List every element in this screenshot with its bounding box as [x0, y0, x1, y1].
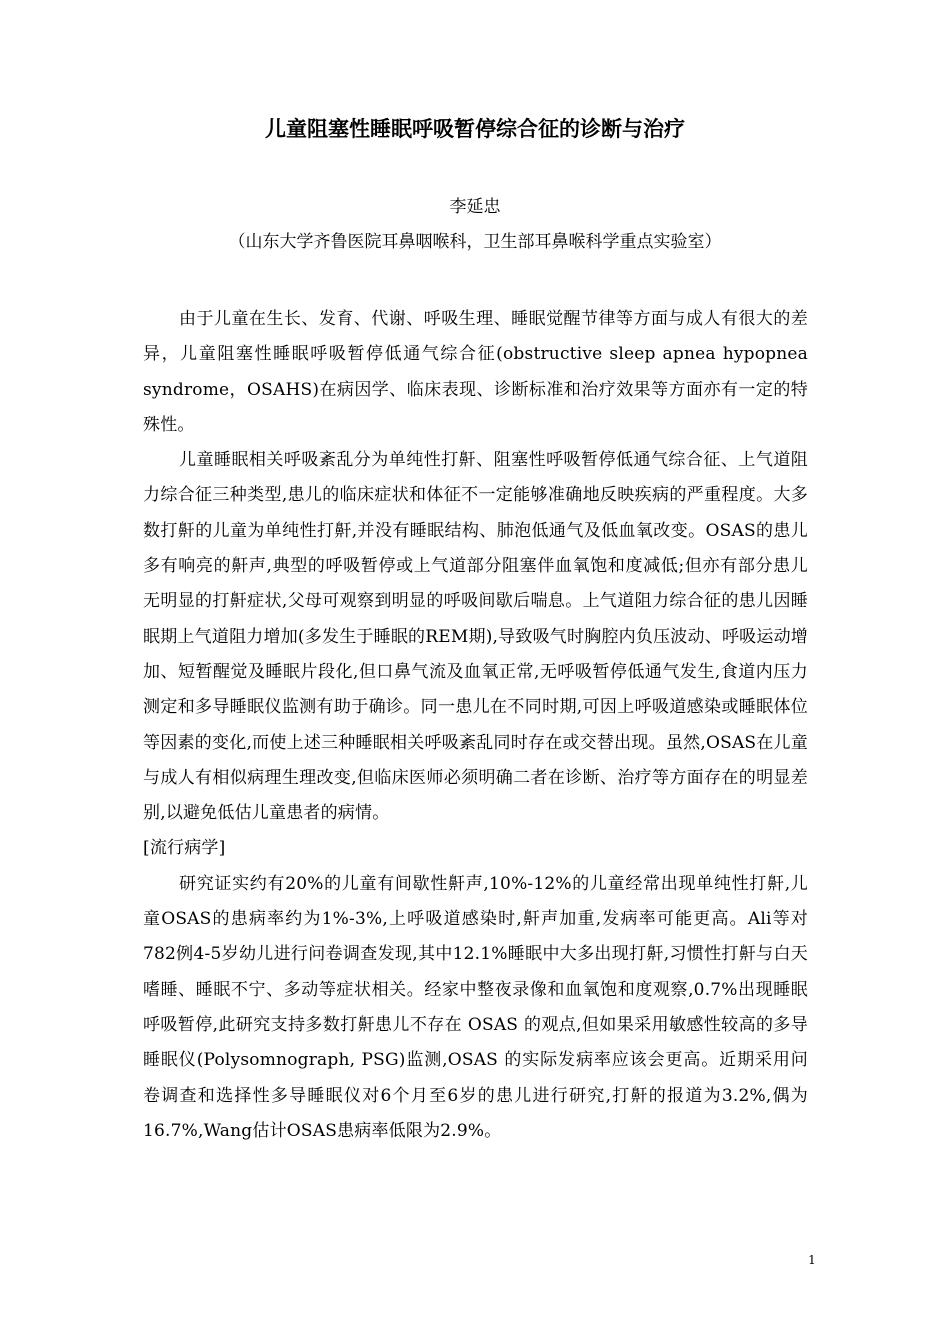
body-paragraph: 研究证实约有20%的儿童有间歇性鼾声,10%-12%的儿童经常出现单纯性打鼾,儿童OSAS的患病率约为1%-3%,上呼吸道感染时,鼾声加重,发病率可能更高。Ali等对782例4-5岁幼儿进行问卷调查发现,其中12.1%睡眠中大多出现打鼾,习惯性打鼾与白天嗜睡、睡眠不宁、多动等症状相关。经家中整夜录像和血氧饱和度观察,0.7%出现睡眠呼吸暂停,此研究支持多数打鼾患儿不存在 OSAS 的观点,但如果采用敏感性较高的多导睡眠仪(Polysomnograph, PSG)监测,OSAS 的实际发病率应该会更高。近期采用问卷调查和选择性多导睡眠仪对6个月至6岁的患儿进行研究,打鼾的报道为3.2%,偶为16.7%,Wang估计OSAS患病率低限为2.9%。: [143, 873, 808, 1141]
author-name: 李延忠: [449, 197, 501, 217]
body-paragraph: 儿童睡眠相关呼吸紊乱分为单纯性打鼾、阻塞性呼吸暂停低通气综合征、上气道阻力综合征三种类型,患儿的临床症状和体征不一定能够准确地反映疾病的严重程度。大多数打鼾的儿童为单纯性打鼾,并没有睡眠结构、肺泡低通气及低血氧改变。OSAS的患儿多有响亮的鼾声,典型的呼吸暂停或上气道部分阻塞伴血氧饱和度减低;但亦有部分患儿无明显的打鼾症状,父母可观察到明显的呼吸间歇后喘息。上气道阻力综合征的患儿因睡眠期上气道阻力增加(多发生于睡眠的REM期),导致吸气时胸腔内负压波动、呼吸运动增加、短暂醒觉及睡眠片段化,但口鼻气流及血氧正常,无呼吸暂停低通气发生,食道内压力测定和多导睡眠仪监测有助于确诊。同一患儿在不同时期,可因上呼吸道感染或睡眠体位等因素的变化,而使上述三种睡眠相关呼吸紊乱同时存在或交替出现。虽然,OSAS在儿童与成人有相似病理生理改变,但临床医师必须明确二者在诊断、治疗等方面存在的明显差别,以避免低估儿童患者的病情。: [143, 450, 808, 824]
section-heading: [流行病学]: [143, 838, 226, 859]
page-number: 1: [808, 1253, 816, 1267]
document-body: [143, 302, 808, 1149]
document-title: 儿童阻塞性睡眠呼吸暂停综合征的诊断与治疗: [265, 117, 685, 141]
author-affiliation: （山东大学齐鲁医院耳鼻咽喉科，卫生部耳鼻喉科学重点实验室）: [228, 232, 722, 252]
body-paragraph: 由于儿童在生长、发育、代谢、呼吸生理、睡眠觉醒节律等方面与成人有很大的差异，儿童阻塞性睡眠呼吸暂停低通气综合征(obstructive sleep apnea hypopnea syndrome，OSAHS)在病因学、临床表现、诊断标准和治疗效果等方面亦有一定的特殊性。: [143, 309, 808, 435]
